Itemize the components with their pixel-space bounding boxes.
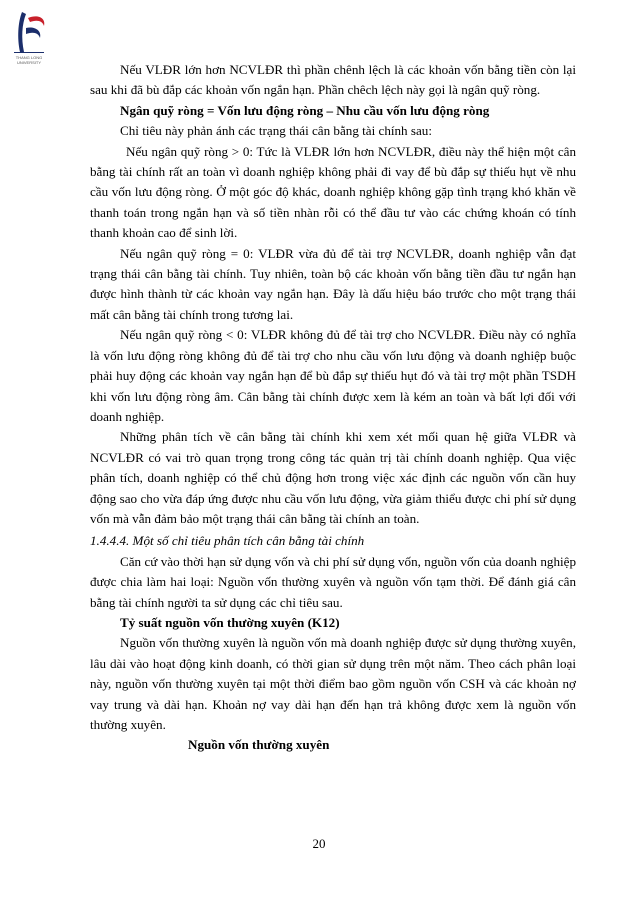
paragraph: Nếu ngân quỹ ròng > 0: Tức là VLĐR lớn hơn NCVLĐR, điều này thể hiện một cân bằng tài chính rất an toàn vì doanh nghiệp không phải đi vay để bù đắp sự thiếu hụt về nhu cầu vốn lưu động ròng. Ở một góc độ khác, doanh nghiệp không gặp tình trạng khó khăn về thanh toán trong ngắn hạn và số tiền nhàn rỗi có thể đầu tư vào các chứng khoán có tính thanh khoản cao để sinh lời.: [90, 143, 576, 241]
section-heading: 1.4.4.4. Một số chỉ tiêu phân tích cân bằng tài chính: [90, 533, 365, 549]
logo-mark-icon: [8, 8, 52, 66]
paragraph: Nếu VLĐR lớn hơn NCVLĐR thì phần chênh lệch là các khoản vốn bằng tiền còn lại sau khi đã bù đắp các khoản vốn ngắn hạn. Phần chêch lệch này gọi là ngân quỹ ròng.: [90, 62, 576, 98]
university-logo: [8, 8, 52, 66]
paragraph: Chỉ tiêu này phản ánh các trạng thái cân bằng tài chính sau:: [120, 123, 432, 139]
formula-net-treasury: Ngân quỹ ròng = Vốn lưu động ròng – Nhu cầu vốn lưu động ròng: [120, 102, 490, 118]
body-text: [90, 60, 576, 756]
formula-label: Nguồn vốn thường xuyên: [188, 737, 330, 753]
logo-sub: UNIVERSITY: [16, 60, 42, 65]
subheading-k12: Tỷ suất nguồn vốn thường xuyên (K12): [120, 614, 340, 630]
logo-brand: THANG LONG: [15, 55, 43, 60]
paragraph: Nguồn vốn thường xuyên là nguồn vốn mà doanh nghiệp được sử dụng thường xuyên, lâu dài vào hoạt động kinh doanh, có thời gian sử dụng trên một năm. Theo cách phân loại này, nguồn vốn thường xuyên tại một thời điểm bao gồm nguồn vốn CSH và các khoản nợ vay trung và dài hạn. Khoản nợ vay dài hạn đến hạn trả không được xem là nguồn vốn thường xuyên.: [90, 635, 576, 732]
page-number: 20: [312, 836, 326, 851]
paragraph: Những phân tích về cân bằng tài chính khi xem xét mối quan hệ giữa VLĐR và NCVLĐR có vai trò quan trọng trong công tác quản trị tài chính doanh nghiệp. Qua việc phân tích, doanh nghiệp có thể chủ động hơn trong việc xác định các nguồn vốn cần huy động sao cho vừa đáp ứng được nhu cầu vốn lưu động, vừa giảm thiểu được chi phí sử dụng vốn mà vẫn đảm bảo một trạng thái cân bằng tài chính an toàn.: [90, 429, 576, 526]
paragraph: Căn cứ vào thời hạn sử dụng vốn và chi phí sử dụng vốn, nguồn vốn của doanh nghiệp được chia làm hai loại: Nguồn vốn thường xuyên và nguồn vốn tạm thời. Để đánh giá cân bằng tài chính người ta sử dụng các chỉ tiêu sau.: [90, 553, 576, 610]
paragraph: Nếu ngân quỹ ròng < 0: VLĐR không đủ để tài trợ cho NCVLĐR. Điều này có nghĩa là vốn lưu động ròng không đủ để tài trợ cho nhu cầu vốn lưu động và doanh nghiệp buộc phải huy động các khoản vay ngắn hạn để bù đắp sự thiếu hụt đó và tài trợ một phần TSDH khi vốn lưu động ròng âm. Cân bằng tài chính được xem là kém an toàn và bất lợi đối với doanh nghiệp.: [90, 327, 576, 424]
paragraph: Nếu ngân quỹ ròng = 0: VLĐR vừa đủ để tài trợ NCVLĐR, doanh nghiệp vẫn đạt trạng thái cân bằng tài chính. Tuy nhiên, toàn bộ các khoản vốn bằng tiền đầu tư ngắn hạn được hình thành từ các khoản vay ngắn hạn. Đây là dấu hiệu báo trước cho một trạng thái mất cân bằng tài chính trong tương lai.: [90, 245, 576, 322]
